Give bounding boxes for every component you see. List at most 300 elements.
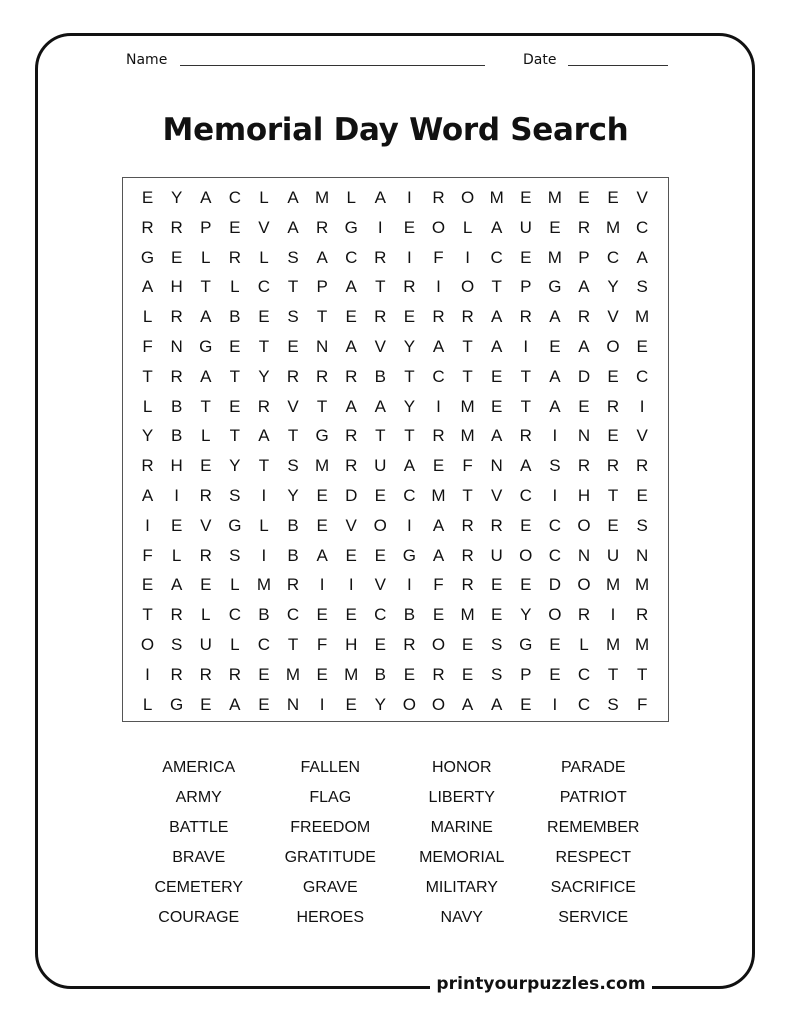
grid-cell[interactable]: R [636, 605, 649, 625]
grid-cell[interactable]: E [578, 396, 590, 416]
grid-cell[interactable]: I [552, 486, 558, 505]
grid-cell[interactable]: T [229, 366, 241, 386]
grid-cell[interactable]: S [491, 635, 503, 654]
grid-cell[interactable]: D [577, 366, 591, 386]
grid-cell[interactable]: M [547, 247, 562, 267]
grid-cell[interactable]: R [432, 426, 445, 446]
grid-cell[interactable]: E [258, 694, 270, 714]
grid-cell[interactable]: R [403, 635, 416, 654]
grid-cell[interactable]: L [259, 247, 269, 267]
grid-cell[interactable]: M [605, 217, 621, 237]
grid-cell[interactable]: I [261, 545, 267, 565]
grid-cell[interactable]: A [141, 486, 154, 505]
grid-cell[interactable]: R [170, 217, 183, 237]
grid-cell[interactable]: Y [170, 188, 183, 207]
grid-cell[interactable]: V [491, 486, 503, 505]
grid-cell[interactable]: N [286, 694, 300, 714]
grid-cell[interactable]: O [577, 575, 591, 595]
grid-cell[interactable]: B [170, 426, 183, 446]
grid-cell[interactable]: P [316, 277, 328, 297]
grid-cell[interactable]: R [461, 515, 474, 535]
grid-cell[interactable]: A [432, 337, 445, 356]
grid-cell[interactable]: C [490, 247, 503, 267]
grid-cell[interactable]: R [577, 217, 591, 237]
grid-cell[interactable]: L [201, 605, 211, 625]
grid-cell[interactable]: E [200, 456, 212, 476]
grid-cell[interactable]: R [228, 664, 241, 684]
grid-cell[interactable]: I [639, 396, 645, 416]
grid-cell[interactable]: R [577, 605, 591, 625]
grid-cell[interactable]: A [578, 337, 590, 356]
name-line[interactable] [180, 65, 485, 66]
grid-cell[interactable]: U [374, 456, 387, 476]
grid-cell[interactable]: R [636, 456, 649, 476]
grid-cell[interactable]: E [491, 396, 503, 416]
grid-cell[interactable]: I [523, 337, 529, 356]
grid-cell[interactable]: O [402, 694, 416, 714]
grid-cell[interactable]: L [259, 515, 269, 535]
grid-cell[interactable]: R [490, 515, 503, 535]
grid-cell[interactable]: E [316, 486, 328, 505]
grid-cell[interactable]: E [549, 217, 561, 237]
grid-cell[interactable]: T [229, 426, 241, 446]
grid-cell[interactable]: A [345, 337, 357, 356]
grid-cell[interactable]: T [462, 366, 473, 386]
grid-cell[interactable]: R [403, 277, 416, 297]
grid-cell[interactable]: N [577, 426, 591, 446]
grid-cell[interactable]: G [315, 426, 329, 446]
grid-cell[interactable]: L [230, 635, 240, 654]
grid-cell[interactable]: A [200, 307, 212, 327]
grid-cell[interactable]: E [141, 188, 154, 207]
grid-cell[interactable]: V [374, 575, 386, 595]
grid-cell[interactable]: E [170, 247, 183, 267]
grid-cell[interactable]: R [228, 247, 241, 267]
grid-cell[interactable]: R [374, 307, 387, 327]
grid-cell[interactable]: C [257, 635, 271, 654]
grid-cell[interactable]: E [316, 664, 328, 684]
grid-cell[interactable]: M [460, 396, 475, 416]
grid-cell[interactable]: E [432, 456, 445, 476]
grid-cell[interactable]: F [433, 247, 444, 267]
grid-cell[interactable]: T [462, 486, 473, 505]
grid-cell[interactable]: A [200, 188, 212, 207]
grid-cell[interactable]: S [229, 486, 241, 505]
grid-cell[interactable]: I [407, 188, 412, 207]
grid-cell[interactable]: E [520, 575, 532, 595]
grid-cell[interactable]: N [170, 337, 183, 356]
grid-cell[interactable]: T [258, 456, 270, 476]
grid-cell[interactable]: O [373, 515, 387, 535]
grid-cell[interactable]: E [374, 635, 386, 654]
grid-cell[interactable]: B [403, 605, 416, 625]
grid-cell[interactable]: G [402, 545, 416, 565]
grid-cell[interactable]: E [200, 694, 212, 714]
grid-cell[interactable]: F [316, 635, 328, 654]
grid-cell[interactable]: R [374, 247, 387, 267]
grid-cell[interactable]: M [431, 486, 446, 505]
grid-cell[interactable]: E [229, 396, 241, 416]
grid-cell[interactable]: T [258, 337, 270, 356]
grid-cell[interactable]: A [491, 217, 503, 237]
grid-cell[interactable]: L [142, 396, 153, 416]
grid-cell[interactable]: E [520, 694, 532, 714]
grid-cell[interactable]: V [374, 337, 386, 356]
grid-cell[interactable]: R [286, 575, 300, 595]
grid-cell[interactable]: V [607, 307, 619, 327]
grid-cell[interactable]: E [432, 605, 445, 625]
grid-cell[interactable]: E [374, 545, 386, 565]
grid-cell[interactable]: E [345, 545, 357, 565]
grid-cell[interactable]: M [460, 605, 475, 625]
grid-cell[interactable]: A [432, 545, 445, 565]
grid-cell[interactable]: R [577, 307, 591, 327]
grid-cell[interactable]: A [491, 307, 503, 327]
grid-cell[interactable]: H [577, 486, 591, 505]
grid-cell[interactable]: M [256, 575, 271, 595]
grid-cell[interactable]: E [229, 337, 241, 356]
grid-cell[interactable]: F [142, 545, 153, 565]
grid-cell[interactable]: M [635, 575, 650, 595]
grid-cell[interactable]: I [377, 217, 383, 237]
grid-cell[interactable]: R [432, 188, 445, 207]
grid-cell[interactable]: T [142, 605, 153, 625]
grid-cell[interactable]: S [287, 247, 299, 267]
grid-cell[interactable]: S [549, 456, 561, 476]
grid-cell[interactable]: B [170, 396, 183, 416]
grid-cell[interactable]: I [407, 515, 412, 535]
grid-cell[interactable]: L [230, 277, 240, 297]
grid-cell[interactable]: O [140, 635, 155, 654]
grid-cell[interactable]: E [636, 486, 648, 505]
grid-cell[interactable]: V [636, 426, 648, 446]
grid-cell[interactable]: E [316, 515, 328, 535]
grid-cell[interactable]: Y [403, 396, 416, 416]
grid-cell[interactable]: L [259, 188, 269, 207]
grid-cell[interactable]: C [548, 545, 561, 565]
grid-cell[interactable]: N [577, 545, 591, 565]
grid-cell[interactable]: F [636, 694, 648, 714]
grid-cell[interactable]: E [607, 515, 619, 535]
grid-cell[interactable]: I [348, 575, 354, 595]
grid-cell[interactable]: Y [258, 366, 270, 386]
grid-cell[interactable]: Y [287, 486, 299, 505]
grid-cell[interactable]: H [170, 456, 183, 476]
grid-cell[interactable]: E [491, 575, 503, 595]
grid-cell[interactable]: O [460, 188, 475, 207]
grid-cell[interactable]: E [258, 307, 270, 327]
grid-cell[interactable]: I [261, 486, 267, 505]
grid-cell[interactable]: E [403, 307, 416, 327]
grid-cell[interactable]: A [141, 277, 154, 297]
grid-cell[interactable]: V [636, 188, 648, 207]
grid-cell[interactable]: R [519, 426, 532, 446]
grid-cell[interactable]: Y [403, 337, 416, 356]
grid-cell[interactable]: R [345, 456, 358, 476]
grid-cell[interactable]: R [286, 366, 300, 386]
grid-cell[interactable]: R [432, 307, 445, 327]
grid-cell[interactable]: A [229, 694, 241, 714]
grid-cell[interactable]: M [285, 664, 301, 684]
grid-cell[interactable]: R [199, 545, 212, 565]
grid-cell[interactable]: E [345, 605, 357, 625]
grid-cell[interactable]: M [635, 635, 650, 654]
grid-cell[interactable]: C [432, 366, 445, 386]
grid-cell[interactable]: I [319, 575, 325, 595]
grid-cell[interactable]: O [431, 694, 446, 714]
grid-cell[interactable]: I [436, 396, 441, 416]
grid-cell[interactable]: U [519, 217, 532, 237]
grid-cell[interactable]: E [141, 575, 154, 595]
grid-cell[interactable]: V [200, 515, 212, 535]
grid-cell[interactable]: T [287, 635, 299, 654]
grid-cell[interactable]: N [636, 545, 649, 565]
grid-cell[interactable]: A [636, 247, 648, 267]
grid-cell[interactable]: C [228, 605, 241, 625]
grid-cell[interactable]: E [403, 664, 416, 684]
grid-cell[interactable]: A [432, 515, 445, 535]
grid-cell[interactable]: R [461, 545, 474, 565]
grid-cell[interactable]: O [431, 217, 446, 237]
grid-cell[interactable]: M [605, 635, 621, 654]
grid-cell[interactable]: V [258, 217, 270, 237]
grid-cell[interactable]: O [431, 635, 446, 654]
grid-cell[interactable]: O [577, 515, 591, 535]
grid-cell[interactable]: S [636, 277, 648, 297]
grid-cell[interactable]: H [170, 277, 183, 297]
grid-cell[interactable]: E [607, 426, 619, 446]
grid-cell[interactable]: B [287, 515, 299, 535]
grid-cell[interactable]: C [286, 605, 300, 625]
grid-cell[interactable]: F [433, 575, 444, 595]
grid-cell[interactable]: T [607, 486, 619, 505]
grid-cell[interactable]: O [548, 605, 562, 625]
grid-cell[interactable]: T [636, 664, 648, 684]
grid-cell[interactable]: A [403, 456, 416, 476]
grid-cell[interactable]: G [344, 217, 358, 237]
grid-cell[interactable]: C [345, 247, 358, 267]
grid-cell[interactable]: A [374, 396, 386, 416]
grid-cell[interactable]: R [257, 396, 271, 416]
grid-cell[interactable]: G [199, 337, 213, 356]
grid-cell[interactable]: I [465, 247, 470, 267]
grid-cell[interactable]: E [200, 575, 212, 595]
grid-cell[interactable]: M [460, 426, 475, 446]
grid-cell[interactable]: O [519, 545, 533, 565]
grid-cell[interactable]: L [201, 426, 211, 446]
grid-cell[interactable]: Y [607, 277, 619, 297]
grid-cell[interactable]: M [605, 575, 621, 595]
grid-cell[interactable]: E [549, 664, 561, 684]
grid-cell[interactable]: I [407, 247, 412, 267]
grid-cell[interactable]: I [552, 694, 558, 714]
grid-cell[interactable]: B [287, 545, 299, 565]
grid-cell[interactable]: T [316, 396, 328, 416]
grid-cell[interactable]: A [345, 277, 357, 297]
grid-cell[interactable]: R [315, 366, 329, 386]
grid-cell[interactable]: I [174, 486, 179, 505]
grid-cell[interactable]: G [170, 694, 184, 714]
grid-cell[interactable]: V [287, 396, 299, 416]
grid-cell[interactable]: M [344, 664, 359, 684]
grid-cell[interactable]: E [520, 247, 532, 267]
grid-cell[interactable]: R [315, 217, 329, 237]
grid-cell[interactable]: C [606, 247, 620, 267]
grid-cell[interactable]: C [548, 515, 561, 535]
grid-cell[interactable]: R [519, 307, 532, 327]
grid-cell[interactable]: R [170, 366, 183, 386]
grid-cell[interactable]: M [489, 188, 504, 207]
grid-cell[interactable]: A [345, 396, 357, 416]
grid-cell[interactable]: E [316, 605, 328, 625]
grid-cell[interactable]: S [287, 456, 299, 476]
grid-cell[interactable]: R [432, 664, 445, 684]
grid-cell[interactable]: T [316, 307, 328, 327]
grid-cell[interactable]: A [491, 337, 503, 356]
grid-cell[interactable]: M [315, 456, 330, 476]
grid-cell[interactable]: I [145, 664, 150, 684]
grid-cell[interactable]: A [578, 277, 590, 297]
grid-cell[interactable]: E [461, 664, 474, 684]
grid-cell[interactable]: E [229, 217, 241, 237]
grid-cell[interactable]: L [230, 575, 240, 595]
grid-cell[interactable]: A [316, 545, 328, 565]
grid-cell[interactable]: M [635, 307, 650, 327]
grid-cell[interactable]: C [636, 366, 649, 386]
grid-cell[interactable]: G [228, 515, 242, 535]
grid-cell[interactable]: N [315, 337, 329, 356]
grid-cell[interactable]: B [258, 605, 270, 625]
grid-cell[interactable]: E [636, 337, 648, 356]
grid-cell[interactable]: R [461, 307, 474, 327]
grid-cell[interactable]: L [171, 545, 182, 565]
grid-cell[interactable]: D [548, 575, 561, 595]
grid-cell[interactable]: L [346, 188, 356, 207]
grid-cell[interactable]: A [316, 247, 328, 267]
grid-cell[interactable]: A [287, 217, 299, 237]
grid-cell[interactable]: B [374, 664, 386, 684]
grid-cell[interactable]: A [491, 694, 503, 714]
grid-cell[interactable]: R [606, 456, 620, 476]
grid-cell[interactable]: S [636, 515, 648, 535]
grid-cell[interactable]: L [462, 217, 473, 237]
grid-cell[interactable]: E [258, 664, 270, 684]
grid-cell[interactable]: E [491, 366, 503, 386]
grid-cell[interactable]: I [552, 426, 558, 446]
grid-cell[interactable]: G [548, 277, 562, 297]
grid-cell[interactable]: T [520, 366, 531, 386]
grid-cell[interactable]: D [345, 486, 358, 505]
grid-cell[interactable]: T [607, 664, 619, 684]
grid-cell[interactable]: I [145, 515, 150, 535]
grid-cell[interactable]: C [228, 188, 241, 207]
grid-cell[interactable]: E [607, 366, 619, 386]
grid-cell[interactable]: A [549, 396, 561, 416]
grid-cell[interactable]: L [142, 307, 153, 327]
grid-cell[interactable]: S [229, 545, 241, 565]
grid-cell[interactable]: C [636, 217, 649, 237]
grid-cell[interactable]: E [374, 486, 386, 505]
grid-cell[interactable]: U [606, 545, 620, 565]
grid-cell[interactable]: A [549, 307, 561, 327]
grid-cell[interactable]: O [606, 337, 620, 356]
grid-cell[interactable]: L [579, 635, 589, 654]
grid-cell[interactable]: S [607, 694, 619, 714]
grid-cell[interactable]: Y [520, 605, 532, 625]
grid-cell[interactable]: H [345, 635, 358, 654]
grid-cell[interactable]: M [547, 188, 562, 207]
grid-cell[interactable]: B [374, 366, 386, 386]
grid-cell[interactable]: G [519, 635, 533, 654]
grid-cell[interactable]: A [491, 426, 503, 446]
grid-cell[interactable]: Y [374, 694, 386, 714]
grid-cell[interactable]: A [549, 366, 561, 386]
grid-cell[interactable]: C [257, 277, 271, 297]
grid-cell[interactable]: R [461, 575, 474, 595]
grid-cell[interactable]: E [520, 515, 532, 535]
grid-cell[interactable]: R [199, 664, 212, 684]
grid-cell[interactable]: C [374, 605, 387, 625]
grid-cell[interactable]: E [170, 515, 183, 535]
grid-cell[interactable]: S [170, 635, 183, 654]
grid-cell[interactable]: R [199, 486, 212, 505]
grid-cell[interactable]: T [462, 337, 473, 356]
grid-cell[interactable]: S [287, 307, 299, 327]
grid-cell[interactable]: E [491, 605, 503, 625]
grid-cell[interactable]: P [200, 217, 212, 237]
grid-cell[interactable]: O [460, 277, 475, 297]
grid-cell[interactable]: E [287, 337, 299, 356]
grid-cell[interactable]: T [375, 426, 386, 446]
grid-cell[interactable]: T [200, 396, 211, 416]
grid-cell[interactable]: C [577, 664, 591, 684]
grid-cell[interactable]: F [142, 337, 153, 356]
grid-cell[interactable]: E [461, 635, 474, 654]
grid-cell[interactable]: T [491, 277, 502, 297]
grid-cell[interactable]: A [374, 188, 386, 207]
grid-cell[interactable]: T [287, 277, 299, 297]
grid-cell[interactable]: T [520, 396, 531, 416]
grid-cell[interactable]: S [491, 664, 503, 684]
grid-cell[interactable]: M [315, 188, 330, 207]
grid-cell[interactable]: I [319, 694, 325, 714]
grid-cell[interactable]: R [170, 605, 183, 625]
grid-cell[interactable]: T [142, 366, 153, 386]
grid-cell[interactable]: U [490, 545, 503, 565]
grid-cell[interactable]: F [462, 456, 473, 476]
grid-cell[interactable]: E [403, 217, 416, 237]
date-line[interactable] [568, 65, 668, 66]
grid-cell[interactable]: U [199, 635, 212, 654]
grid-cell[interactable]: I [407, 575, 412, 595]
grid-cell[interactable]: A [258, 426, 270, 446]
grid-cell[interactable]: R [141, 217, 154, 237]
grid-cell[interactable]: P [578, 247, 590, 267]
grid-cell[interactable]: R [345, 366, 358, 386]
grid-cell[interactable]: C [403, 486, 416, 505]
grid-cell[interactable]: R [577, 456, 591, 476]
grid-cell[interactable]: P [520, 277, 532, 297]
grid-cell[interactable]: E [345, 694, 357, 714]
grid-cell[interactable]: E [549, 337, 561, 356]
grid-cell[interactable]: L [201, 247, 211, 267]
grid-cell[interactable]: C [519, 486, 532, 505]
grid-cell[interactable]: E [345, 307, 357, 327]
grid-cell[interactable]: E [549, 635, 561, 654]
grid-cell[interactable]: B [229, 307, 241, 327]
grid-cell[interactable]: I [610, 605, 616, 625]
grid-cell[interactable]: A [520, 456, 532, 476]
